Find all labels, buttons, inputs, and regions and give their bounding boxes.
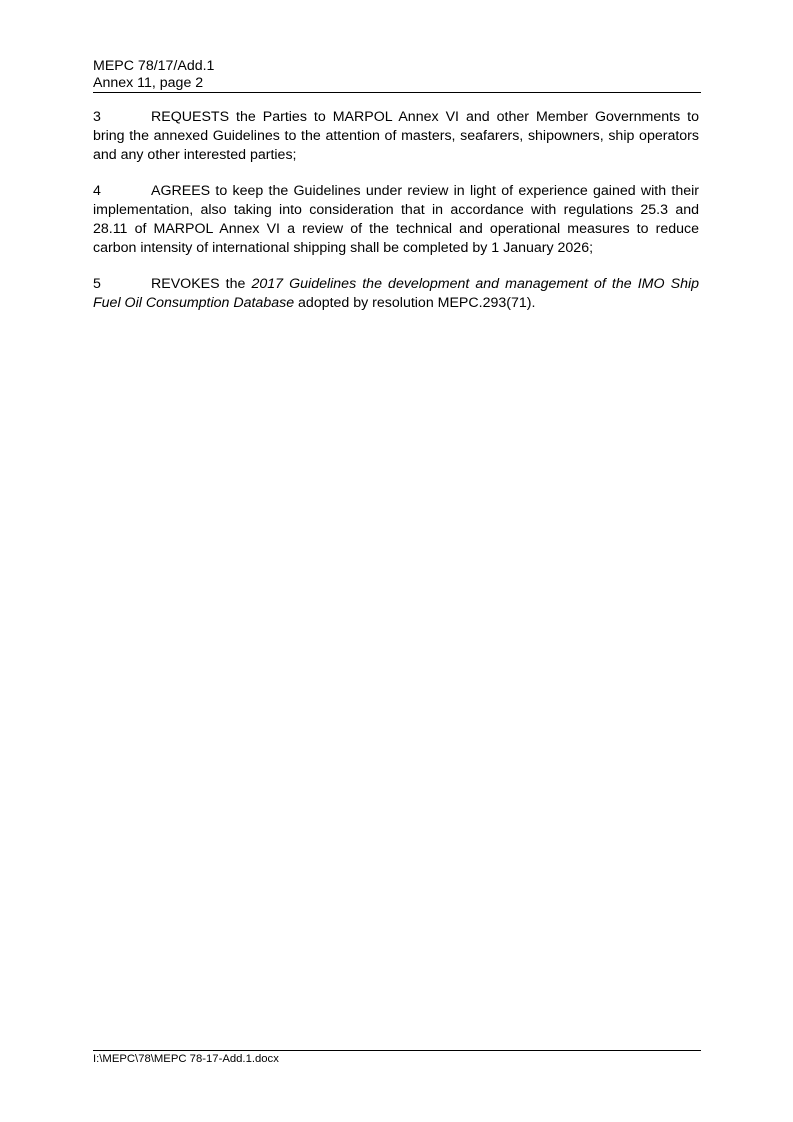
header-divider [93, 92, 701, 93]
paragraph-number: 5 [93, 276, 101, 292]
paragraph-3 [93, 108, 699, 165]
file-path-footer: I:\MEPC\78\MEPC 78-17-Add.1.docx [93, 1053, 279, 1065]
paragraph-text: AGREES to keep the Guidelines under review in light of experience gained with their implementation, also taking into consideration that in accordance with regulations 25.3 and 28.11 of MARPOL Annex VI a review of the technical and operational measures to reduce carbon intensity of international shipping shall be completed by 1 January 2026; [93, 183, 699, 256]
paragraph-number: 4 [93, 183, 101, 199]
guidelines-title: 2017 Guidelines the development and management of the IMO Ship Fuel Oil Consumption Database [93, 276, 700, 311]
footer-divider [93, 1050, 701, 1051]
paragraph-4 [93, 182, 699, 258]
paragraph-text-lead: REVOKES the [151, 276, 252, 292]
paragraph-text: REQUESTS the Parties to MARPOL Annex VI and other Member Governments to bring the annexed Guidelines to the attention of masters, seafarers, shipowners, ship operators and any other interested parties; [93, 109, 699, 163]
page-header [93, 58, 701, 92]
document-body [93, 108, 699, 330]
paragraph-text-tail: adopted by resolution MEPC.293(71). [294, 295, 536, 311]
document-symbol: MEPC 78/17/Add.1 [93, 58, 215, 74]
annex-page-reference: Annex 11, page 2 [93, 75, 204, 91]
paragraph-5 [93, 275, 699, 313]
paragraph-number: 3 [93, 109, 101, 125]
